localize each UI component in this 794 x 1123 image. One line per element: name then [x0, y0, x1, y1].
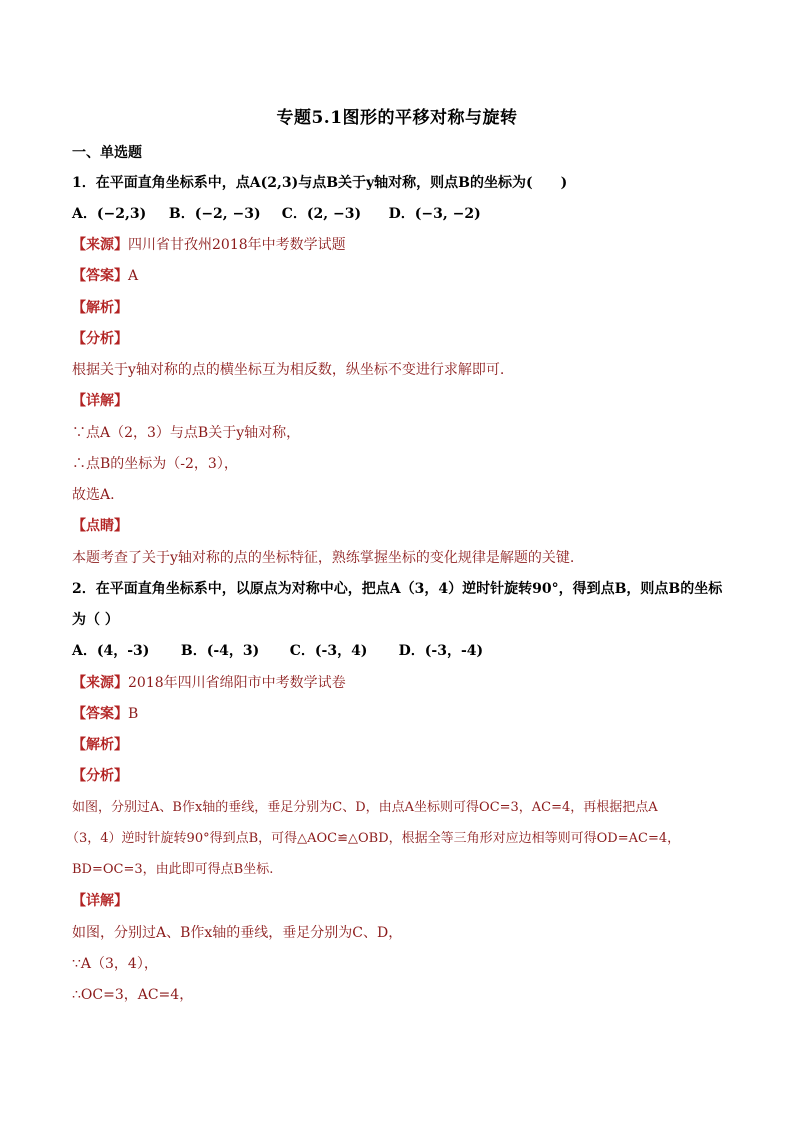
- q1-source-line: [72, 235, 346, 255]
- q2-source: 2018年四川省绵阳市中考数学试卷: [128, 675, 346, 691]
- q1-answer-line: [72, 266, 138, 286]
- q2-source-tag: 【来源】: [72, 675, 128, 691]
- q2-option-a: A．(4，-3): [72, 643, 150, 659]
- q1-options: [72, 204, 481, 224]
- q1-detail-tag: 【详解】: [72, 393, 128, 409]
- q1-detail-line-3: 故选A.: [72, 487, 115, 503]
- q1-comment: 本题考查了关于y轴对称的点的坐标特征，熟练掌握坐标的变化规律是解题的关键.: [72, 550, 575, 566]
- q2-answer: B: [128, 706, 139, 722]
- q2-detail-line-2: ∵A（3，4），: [72, 956, 158, 972]
- q1-source-tag: 【来源】: [72, 237, 128, 253]
- q1-detail-line-1: ∵点A（2，3）与点B关于y轴对称，: [72, 425, 301, 441]
- q2-fenxi-line-2: （3，4）逆时针旋转90°得到点B，可得△AOC≌△OBD，根据全等三角形对应边相等则可得OD=AC=4，: [66, 831, 681, 846]
- q1-source: 四川省甘孜州2018年中考数学试题: [128, 237, 346, 253]
- q1-answer-tag: 【答案】: [72, 268, 128, 284]
- q2-fenxi-line-1: 如图，分别过A、B作x轴的垂线，垂足分别为C、D，由点A坐标则可得OC=3，AC=4，再根据把点A: [72, 800, 658, 815]
- q1-comment-tag: 【点睛】: [72, 518, 128, 534]
- q2-detail-line-3: ∴OC=3，AC=4，: [72, 987, 194, 1003]
- q2-option-d: D．(-3，-4): [398, 643, 484, 659]
- q1-option-b: B．(−2, −3): [168, 206, 261, 222]
- q2-option-b: B．(-4，3): [180, 643, 260, 659]
- q2-fenxi-tag: 【分析】: [72, 768, 128, 784]
- q2-detail-tag: 【详解】: [72, 893, 128, 909]
- q1-option-d: D．(−3, −2): [388, 206, 481, 222]
- q2-options: [72, 641, 483, 661]
- q1-detail-line-2: ∴点B的坐标为（-2，3），: [72, 456, 238, 472]
- q2-analysis-tag: 【解析】: [72, 737, 128, 753]
- q2-source-line: [72, 673, 346, 693]
- q1-option-a: A．(−2,3): [72, 206, 147, 222]
- q2-detail-line-1: 如图，分别过A、B作x轴的垂线，垂足分别为C、D，: [72, 925, 403, 941]
- q2-fenxi-line-3: BD=OC=3，由此即可得点B坐标.: [72, 862, 274, 877]
- q2-option-c: C．(-3，4): [289, 643, 368, 659]
- q1-answer: A: [128, 268, 139, 284]
- q2-answer-line: [72, 704, 138, 724]
- q1-fenxi-tag: 【分析】: [72, 331, 128, 347]
- section-heading: 一、单选题: [72, 145, 142, 161]
- q1-stem: 1．在平面直角坐标系中，点A(2,3)与点B关于y轴对称，则点B的坐标为( ): [72, 175, 568, 191]
- page-title: 专题5.1图形的平移对称与旋转: [276, 108, 518, 128]
- q1-option-c: C．(2, −3): [281, 206, 362, 222]
- q1-analysis-tag: 【解析】: [72, 300, 128, 316]
- q2-answer-tag: 【答案】: [72, 706, 128, 722]
- q2-stem-line-1: 2．在平面直角坐标系中，以原点为对称中心，把点A（3，4）逆时针旋转90°，得到点B，则点B的坐标: [72, 581, 723, 597]
- q1-fenxi: 根据关于y轴对称的点的横坐标互为相反数，纵坐标不变进行求解即可.: [72, 362, 505, 378]
- q2-stem-line-2: 为（ ）: [72, 612, 119, 628]
